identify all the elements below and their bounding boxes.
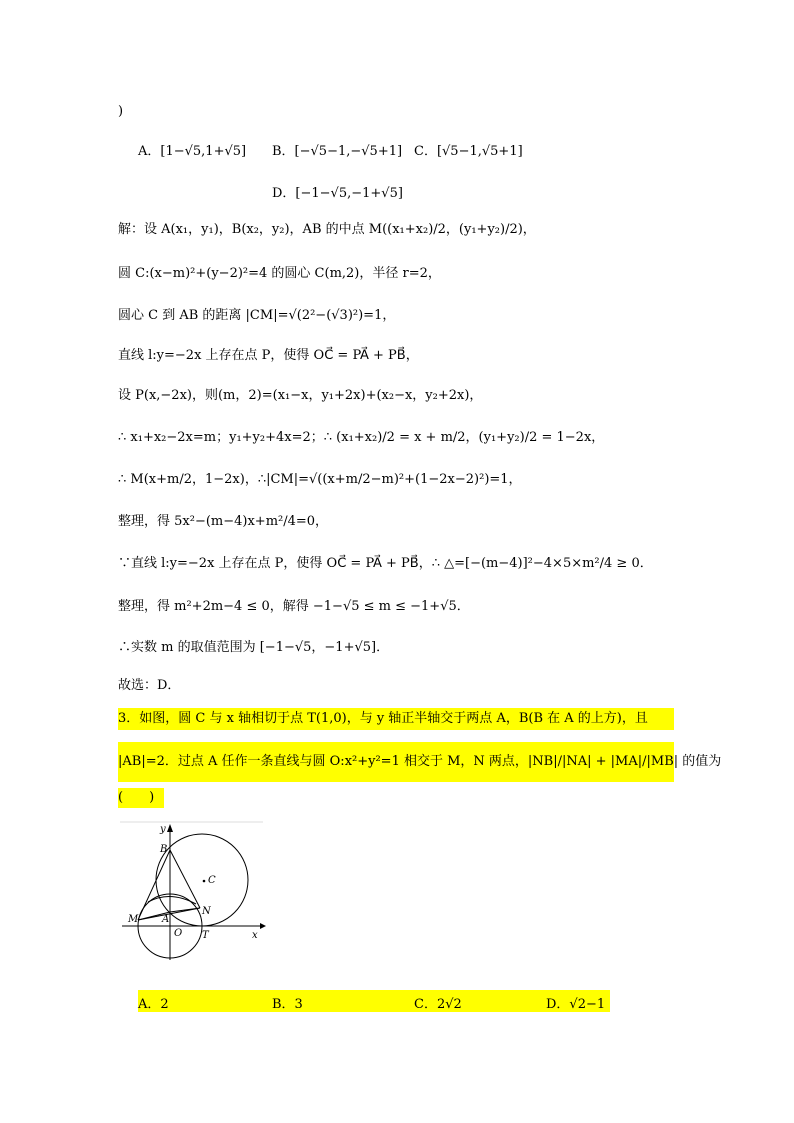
label-c: C [208, 875, 216, 886]
solution-line-9: ∵直线 l:y=−2x 上存在点 P，使得 OC⃗ = PA⃗ + PB⃗，∴ △=[−(m−4)]²−4×5×m²/4 ≥ 0． [118, 556, 653, 571]
solution-line-11: ∴实数 m 的取值范围为 [−1−√5，−1+√5]． [118, 640, 390, 655]
solution-line-7: ∴ M(x+m/2，1−2x)，∴|CM|=√((x+m/2−m)²+(1−2x−2)²)=1， [118, 472, 522, 487]
line-bm [138, 850, 170, 920]
label-o: O [174, 928, 183, 939]
solution-line-12: 故选：D． [118, 678, 181, 693]
label-b: B [160, 844, 168, 855]
prev-option-c: C．[√5−1,√5+1] [414, 144, 523, 159]
label-n: N [202, 906, 211, 917]
q3-option-c: C．2√2 [414, 997, 462, 1012]
question3-line-2: |AB|=2．过点 A 任作一条直线与圆 O:x²+y²=1 相交于 M，N 两点，|NB|/|NA| + |MA|/|MB| 的值为 [118, 754, 722, 769]
question3-line-1: 3．如图，圆 C 与 x 轴相切于点 T(1,0)，与 y 轴正半轴交于两点 A，B(B 在 A 的上方)，且 [118, 711, 648, 726]
solution-line-4: 直线 l:y=−2x 上存在点 P，使得 OC⃗ = PA⃗ + PB⃗， [118, 348, 419, 363]
solution-line-3: 圆心 C 到 AB 的距离 |CM|=√(2²−(√3)²)=1， [118, 308, 396, 323]
solution-line-1: 解：设 A(x₁，y₁)，B(x₂，y₂)，AB 的中点 M((x₁+x₂)/2，(y₁+y₂)/2)， [118, 222, 536, 237]
prev-option-a: A．[1−√5,1+√5] [138, 144, 247, 159]
solution-line-2: 圆 C:(x−m)²+(y−2)²=4 的圆心 C(m,2)，半径 r=2， [118, 266, 441, 281]
label-y: y [160, 824, 166, 835]
solution-line-8: 整理，得 5x²−(m−4)x+m²/4=0， [118, 514, 329, 529]
label-a: A [162, 914, 170, 925]
label-x: x [252, 930, 258, 941]
solution-line-5: 设 P(x,−2x)，则(m，2)=(x₁−x，y₁+2x)+(x₂−x，y₂+2x)， [118, 388, 483, 403]
label-m: M [128, 914, 139, 925]
y-axis-arrow [167, 824, 173, 832]
geometry-figure [118, 820, 268, 970]
question3-line-3: ( ) [118, 790, 155, 805]
prev-option-b: B．[−√5−1,−√5+1] [272, 144, 403, 159]
solution-line-10: 整理，得 m²+2m−4 ≤ 0，解得 −1−√5 ≤ m ≤ −1+√5． [118, 599, 470, 614]
solution-line-6: ∴ x₁+x₂−2x=m；y₁+y₂+4x=2；∴ (x₁+x₂)/2 = x + m/2，(y₁+y₂)/2 = 1−2x， [118, 430, 605, 445]
q3-option-d: D．√2−1 [546, 997, 606, 1012]
q3-option-a: A．2 [138, 997, 169, 1012]
prev-option-d: D．[−1−√5,−1+√5] [272, 186, 403, 201]
highlight-bar-options [138, 990, 610, 1012]
label-t: T [202, 930, 209, 941]
q3-option-b: B．3 [272, 997, 303, 1012]
center-c-dot [203, 880, 206, 883]
x-axis-arrow [260, 923, 266, 929]
prev-question-tail: ) [118, 104, 124, 119]
